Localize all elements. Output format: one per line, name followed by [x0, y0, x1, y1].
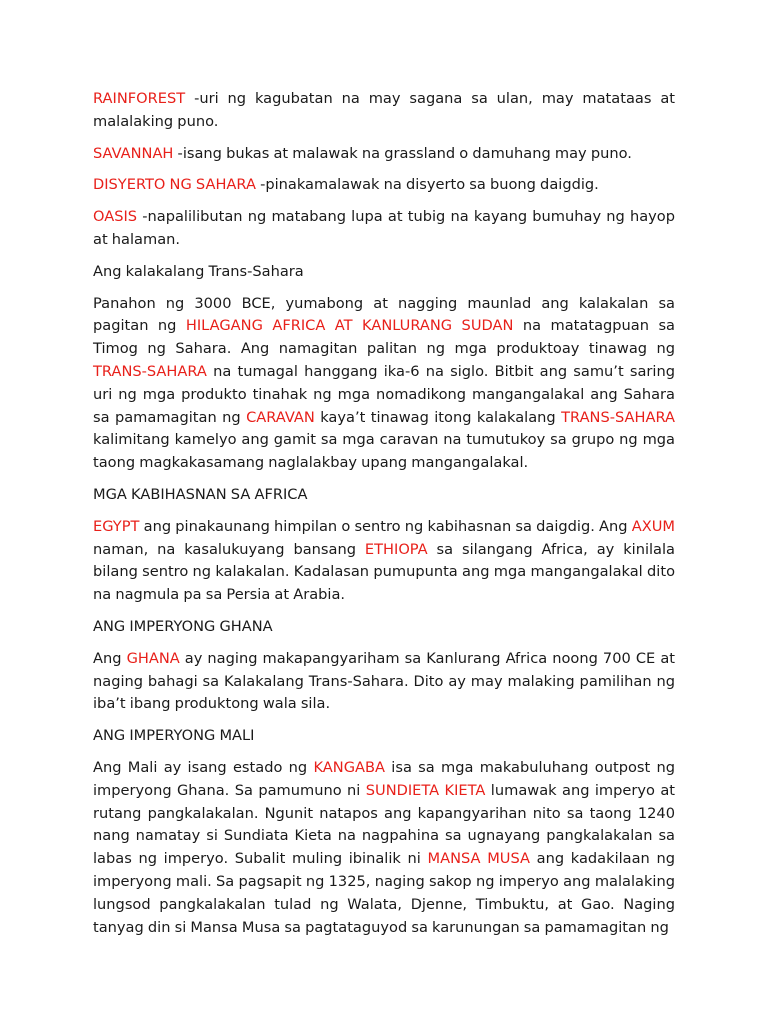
paragraph-text: lumawak ang imperyo at rutang pangkalakalan. Ngunit natapos ang kapangyarihan nito sa taong 1240 nang namatay si Sundiata Kieta na nagpahina sa ugnayang pangkalakalan sa labas ng imperyo. Subalit muling ibinalik ni: [93, 781, 675, 868]
paragraph-heading-ghana: [93, 616, 675, 639]
paragraph-heading-kabihasnan: [93, 484, 675, 507]
paragraph-text: ang pinakaunang himpilan o sentro ng kabihasnan sa daigdig. Ang: [139, 517, 632, 535]
document-page: [93, 88, 675, 948]
paragraph-text: ANG IMPERYONG GHANA: [93, 617, 273, 635]
highlighted-term: HILAGANG AFRICA AT KANLURANG SUDAN: [185, 317, 514, 335]
paragraph-body-mali: [93, 757, 675, 939]
paragraph-text: ANG IMPERYONG MALI: [93, 727, 255, 745]
paragraph-text: kalimitang kamelyo ang gamit sa mga caravan na tumutukoy sa grupo ng mga taong magkakasamang naglalakbay upang mangangalakal.: [93, 431, 675, 472]
paragraph-text: -uri ng kagubatan na may sagana sa ulan, may matataas at malalaking puno.: [93, 90, 675, 130]
paragraph-text: ang kadakilaan ng imperyong mali. Sa pagsapit ng 1325, naging sakop ng imperyo ang malalaking lungsod pangkalakalan tulad ng Walata, Djenne, Timbuktu, at Gao. Naging tanyag din si Mansa Musa sa pagtataguyod sa karunungan sa pamamagitan ng: [93, 850, 675, 936]
paragraph-body-kabihasnan: [93, 516, 675, 607]
highlighted-term: AXUM: [631, 517, 675, 535]
paragraph-text: Ang: [93, 649, 127, 667]
paragraph-def-oasis: [93, 206, 675, 252]
paragraph-def-savannah: [93, 143, 675, 166]
highlighted-term: GHANA: [126, 649, 180, 667]
highlighted-term: KANGABA: [313, 758, 385, 776]
paragraph-text: Ang Mali ay isang estado ng: [93, 758, 314, 776]
paragraph-def-disyerto: [93, 174, 675, 197]
paragraph-text: MGA KABIHASNAN SA AFRICA: [93, 485, 308, 503]
paragraph-heading-mali: [93, 725, 675, 748]
highlighted-term: SUNDIETA KIETA: [365, 781, 486, 799]
paragraph-def-rainforest: [93, 88, 675, 134]
paragraph-text: ay naging makapangyariham sa Kanlurang Africa noong 700 CE at naging bahagi sa Kalakalang Trans-Sahara. Dito ay may malaking pamilihan ng iba’t ibang produktong wala sila.: [93, 649, 675, 713]
paragraph-body-ghana: [93, 648, 675, 716]
paragraph-text: kaya’t tinawag itong kalakalang: [314, 408, 562, 426]
paragraph-text: na tumagal hanggang ika-6 na siglo. Bitbit ang samu’t saring uri ng mga produkto tinahak ng mga nomadikong mangangalakal ang Sahara sa pamamagitan ng: [93, 362, 675, 426]
highlighted-term: DISYERTO NG SAHARA: [93, 176, 256, 194]
highlighted-term: ETHIOPA: [364, 540, 428, 558]
highlighted-term: OASIS: [93, 208, 138, 226]
highlighted-term: RAINFOREST: [93, 90, 186, 107]
paragraph-text: na matatagpuan sa Timog ng Sahara. Ang namagitan palitan ng mga produktoay tinawag ng: [93, 317, 675, 358]
highlighted-term: SAVANNAH: [93, 144, 174, 162]
paragraph-text: naman, na kasalukuyang bansang: [93, 540, 365, 558]
paragraph-text: Panahon ng 3000 BCE, yumabong at nagging maunlad ang kalakalan sa pagitan ng: [93, 294, 675, 335]
highlighted-term: CARAVAN: [246, 408, 315, 426]
highlighted-term: MANSA MUSA: [427, 850, 530, 868]
paragraph-text: -isang bukas at malawak na grassland o damuhang may puno.: [173, 144, 632, 162]
highlighted-term: TRANS-SAHARA: [93, 362, 207, 380]
paragraph-heading-trans-sahara: [93, 261, 675, 284]
paragraph-text: isa sa mga makabuluhang outpost ng imperyong Ghana. Sa pamumuno ni: [93, 758, 676, 799]
highlighted-term: EGYPT: [93, 517, 140, 535]
paragraph-text: -pinakamalawak na disyerto sa buong daigdig.: [255, 176, 599, 194]
paragraph-text: Ang kalakalang Trans-Sahara: [93, 262, 304, 280]
paragraph-text: sa silangang Africa, ay kinilala bilang sentro ng kalakalan. Kadalasan pumupunta ang mga mangangalakal dito na nagmula pa sa Persia at Arabia.: [93, 540, 675, 604]
paragraph-text: -napalilibutan ng matabang lupa at tubig na kayang bumuhay ng hayop at halaman.: [93, 208, 675, 248]
highlighted-term: TRANS-SAHARA: [561, 408, 676, 426]
paragraph-body-trans-sahara: [93, 293, 675, 475]
